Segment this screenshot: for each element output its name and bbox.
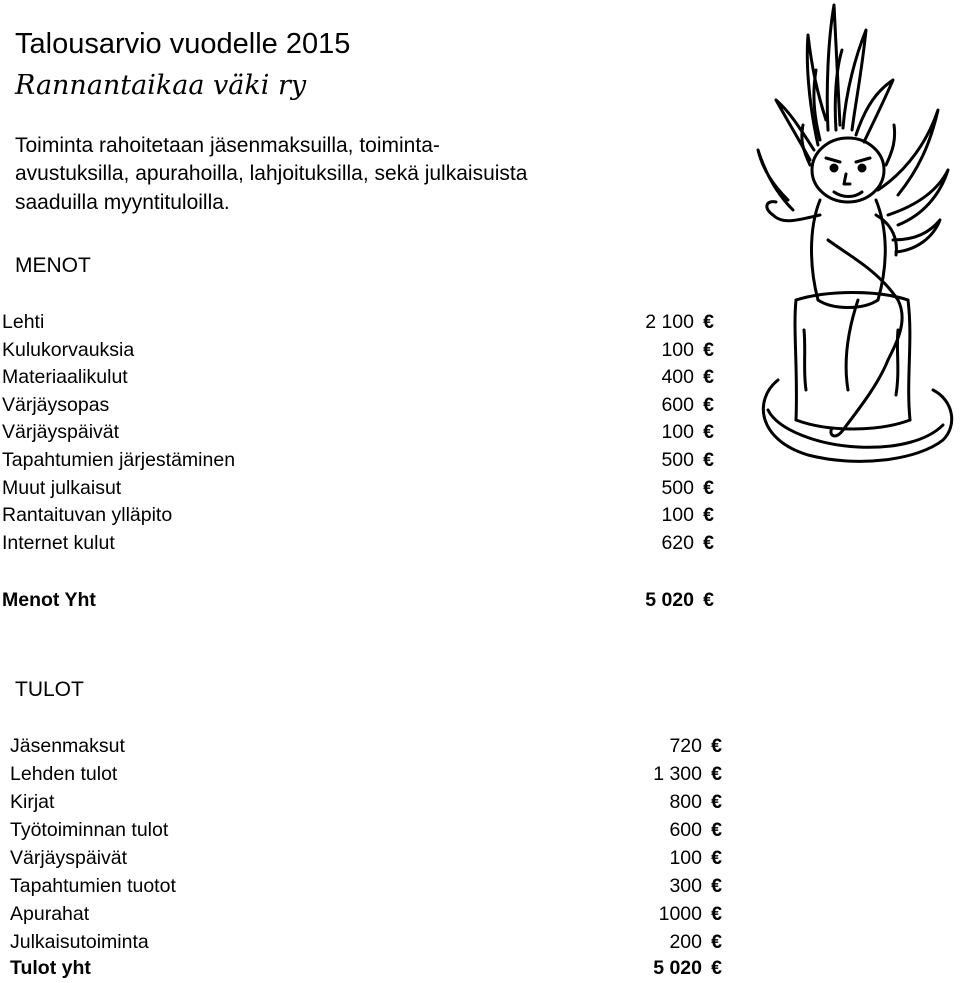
table-row — [10, 929, 722, 956]
euro-symbol: € — [703, 366, 714, 389]
row-amount: 500 — [661, 449, 694, 471]
row-amount: 300 — [669, 875, 702, 897]
euro-symbol: € — [703, 393, 714, 416]
intro-line: Toiminta rahoitetaan jäsenmaksuilla, toiminta- — [15, 134, 440, 157]
euro-symbol: € — [703, 338, 714, 361]
total-label: Tulot yht — [10, 957, 91, 979]
table-row — [2, 475, 722, 502]
row-amount: 100 — [669, 847, 702, 869]
euro-symbol: € — [703, 476, 714, 499]
table-row — [2, 392, 722, 419]
euro-symbol: € — [711, 819, 722, 841]
row-label: Värjäyspäivät — [2, 421, 120, 444]
row-amount: 1000 — [658, 903, 702, 925]
euro-symbol: € — [711, 957, 722, 979]
document-title: Talousarvio vuodelle 2015 — [15, 28, 351, 60]
row-amount: 600 — [661, 393, 694, 416]
euro-symbol: € — [711, 847, 722, 869]
table-row — [10, 733, 722, 760]
euro-symbol: € — [711, 903, 722, 925]
table-row — [2, 502, 722, 529]
row-label: Lehden tulot — [10, 763, 118, 785]
table-row — [2, 419, 722, 446]
euro-symbol: € — [703, 311, 714, 333]
euro-symbol: € — [711, 791, 722, 813]
row-amount: 2 100 — [645, 311, 694, 333]
row-amount: 100 — [661, 421, 694, 444]
row-label: Jäsenmaksut — [10, 735, 125, 757]
organization-name: Rannantaikaa väki ry — [15, 70, 307, 101]
table-row — [10, 901, 722, 928]
row-amount: 400 — [661, 366, 694, 389]
total-amount: 5 020 — [645, 589, 694, 611]
row-amount: 1 300 — [653, 763, 702, 785]
row-amount: 620 — [661, 531, 694, 554]
total-label: Menot Yht — [2, 589, 96, 611]
row-amount: 100 — [661, 338, 694, 361]
row-amount: 100 — [661, 504, 694, 527]
row-label: Muut julkaisut — [2, 476, 122, 499]
table-row — [10, 817, 722, 844]
table-row — [10, 789, 722, 816]
total-row — [10, 955, 722, 982]
intro-line: saaduilla myyntituloilla. — [15, 191, 230, 214]
table-row — [2, 447, 722, 474]
intro-line: avustuksilla, apurahoilla, lahjoituksilla, sekä julkaisuista — [15, 162, 528, 185]
table-row — [2, 364, 722, 391]
row-amount: 200 — [669, 931, 702, 953]
euro-symbol: € — [703, 449, 714, 471]
row-label: Värjäysopas — [2, 393, 110, 416]
row-amount: 720 — [669, 735, 702, 757]
troll-on-pedestal-illustration — [748, 0, 960, 470]
row-label: Internet kulut — [2, 531, 115, 554]
table-row — [10, 845, 722, 872]
euro-symbol: € — [711, 875, 722, 897]
euro-symbol: € — [703, 531, 714, 554]
table-row — [2, 337, 722, 364]
row-label: Apurahat — [10, 903, 90, 925]
euro-symbol: € — [711, 931, 722, 953]
total-amount: 5 020 — [653, 957, 702, 979]
table-row — [10, 761, 722, 788]
row-label: Kulukorvauksia — [2, 338, 135, 361]
row-label: Värjäyspäivät — [10, 847, 128, 869]
row-label: Julkaisutoiminta — [10, 931, 149, 953]
row-amount: 800 — [669, 791, 702, 813]
euro-symbol: € — [703, 589, 714, 611]
row-label: Tapahtumien järjestäminen — [2, 449, 236, 471]
row-amount: 600 — [669, 819, 702, 841]
table-row — [10, 873, 722, 900]
row-label: Lehti — [2, 311, 45, 333]
euro-symbol: € — [703, 421, 714, 444]
tulot-heading: TULOT — [15, 678, 84, 701]
row-label: Materiaalikulut — [2, 366, 128, 389]
menot-heading: MENOT — [15, 254, 91, 277]
table-row — [2, 309, 722, 336]
row-label: Kirjat — [10, 791, 55, 813]
euro-symbol: € — [711, 735, 722, 757]
row-amount: 500 — [661, 476, 694, 499]
table-row — [2, 530, 722, 557]
euro-symbol: € — [703, 504, 714, 527]
row-label: Tapahtumien tuotot — [10, 875, 176, 897]
euro-symbol: € — [711, 763, 722, 785]
total-row — [2, 587, 722, 614]
row-label: Työtoiminnan tulot — [10, 819, 169, 841]
row-label: Rantaituvan ylläpito — [2, 504, 173, 527]
